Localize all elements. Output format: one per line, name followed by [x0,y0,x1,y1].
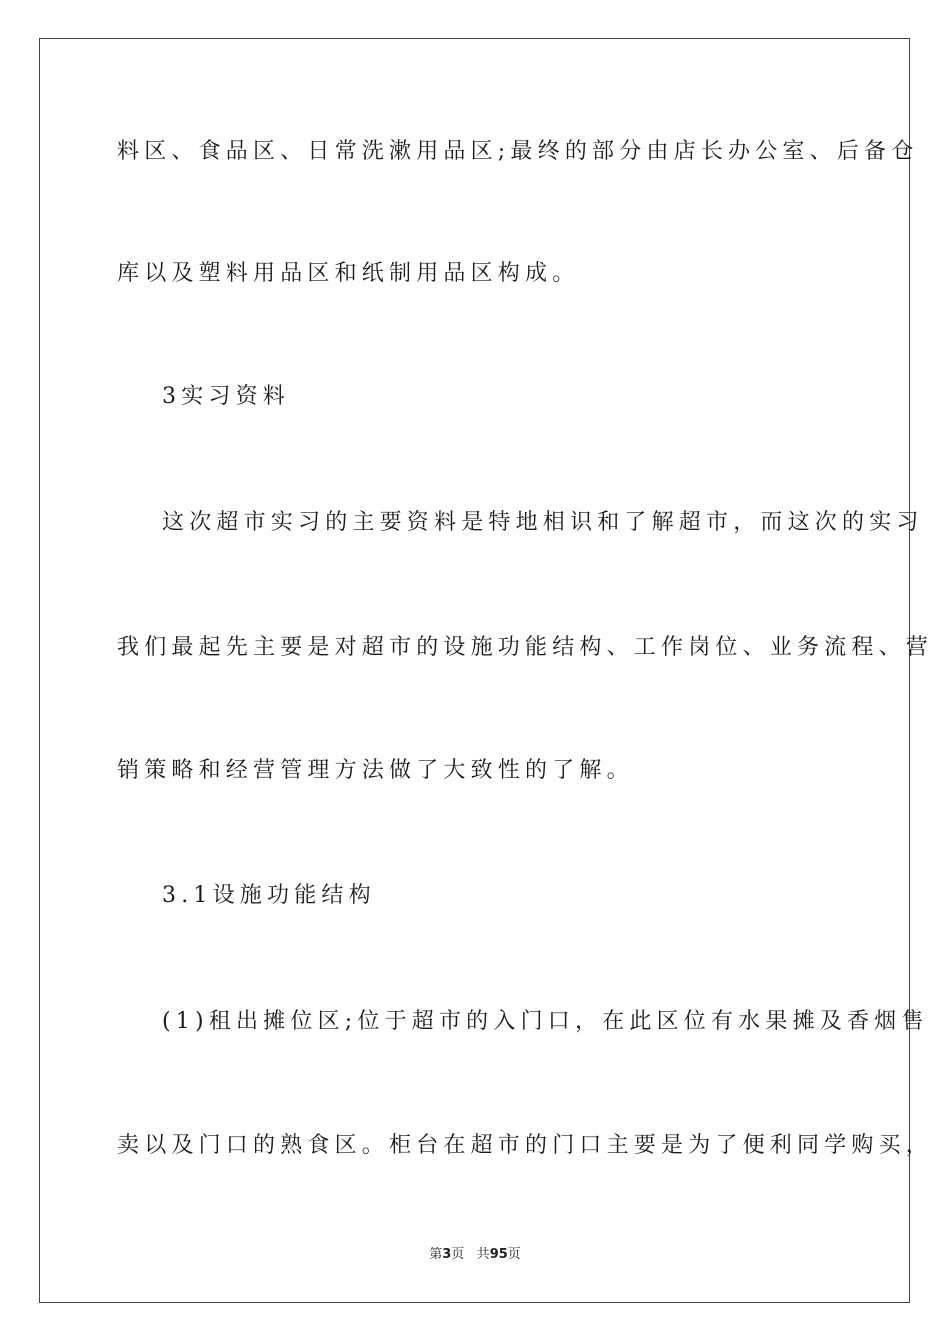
body-text-line: 库以及塑料用品区和纸制用品区构成。 [117,261,580,286]
body-text-line: 我们最起先主要是对超市的设施功能结构、工作岗位、业务流程、营 [117,635,934,660]
footer-total-prefix: 共 [476,1247,490,1262]
footer-total-pages: 95 [489,1247,508,1262]
section-heading: 3实习资料 [162,384,290,409]
body-text-line: 卖以及门口的熟食区。柜台在超市的门口主要是为了便利同学购买， [117,1133,934,1158]
body-text-line: 销策略和经营管理方法做了大致性的了解。 [117,758,634,783]
footer-page-number: 3 [442,1247,452,1262]
footer-page-prefix: 第 [429,1247,443,1262]
body-text-line: 料区、食品区、日常洗漱用品区;最终的部分由店长办公室、后备仓 [117,139,919,164]
body-text-line: (1)租出摊位区;位于超市的入门口，在此区位有水果摊及香烟售 [162,1009,929,1034]
page-border [39,38,910,1303]
body-text-line: 这次超市实习的主要资料是特地相识和了解超市，而这次的实习 [162,510,924,535]
footer-page-suffix: 页 [451,1247,465,1262]
page-footer [0,1243,950,1262]
subsection-heading: 3.1设施功能结构 [162,883,376,908]
footer-total-suffix: 页 [507,1247,521,1262]
